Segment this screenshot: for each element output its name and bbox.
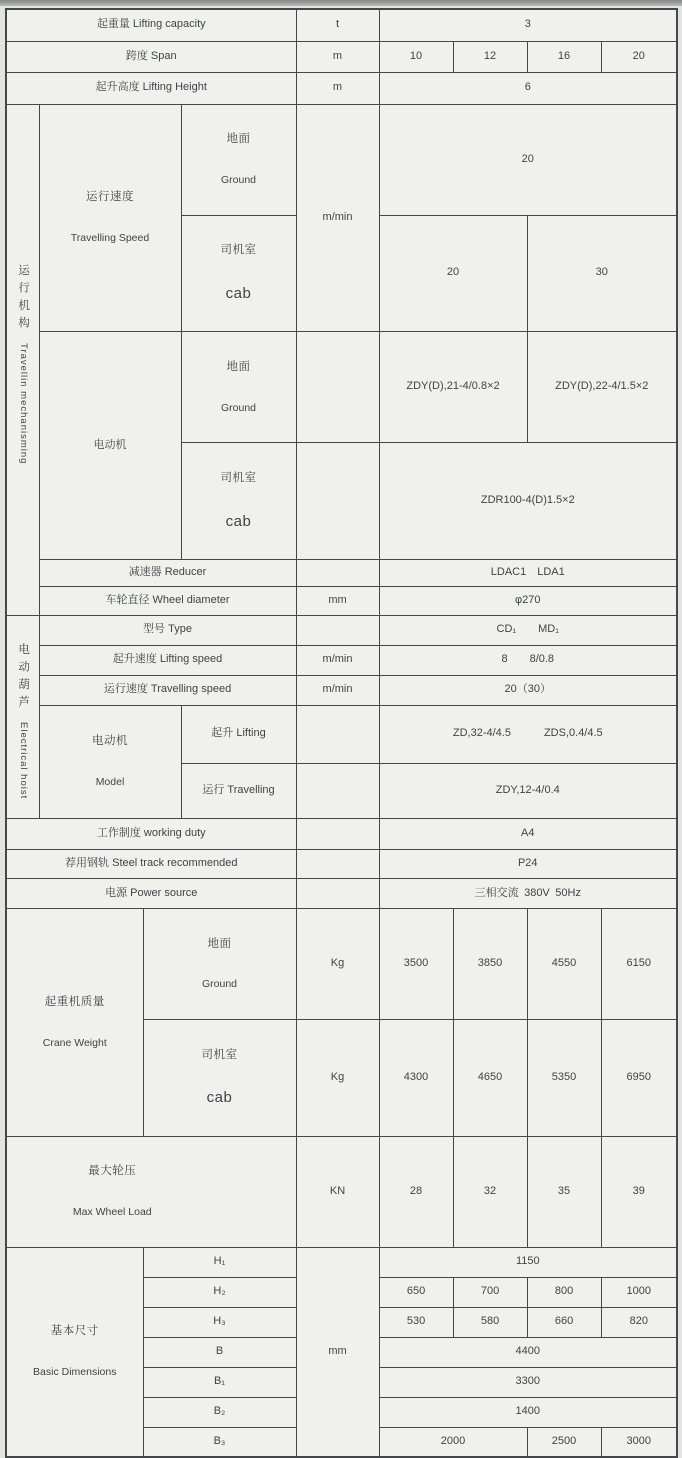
ground-zh: 地面	[226, 360, 251, 373]
section-hoist-en: Electrical hoist	[18, 722, 30, 800]
section-travelling-mechanism-text	[15, 264, 30, 464]
wheel-diameter-value: φ270	[379, 586, 677, 615]
reducer-unit	[296, 559, 379, 586]
dim-h2-v2: 700	[453, 1277, 527, 1307]
hoist-lifting-speed-unit: m/min	[296, 645, 379, 675]
crane-weight-label	[6, 909, 143, 1137]
mech-motor-cab-value: ZDR100-4(D)1.5×2	[379, 443, 677, 560]
travelling-speed-ground-sublabel	[181, 104, 296, 215]
dim-h2-v1: 650	[379, 1277, 453, 1307]
dim-b2-name: B₂	[143, 1397, 296, 1427]
crane-weight-ground-v4: 6150	[601, 909, 677, 1020]
hoist-motor-label	[39, 705, 181, 818]
wheel-diameter-label: 车轮直径 Wheel diameter	[39, 586, 296, 615]
span-v4: 20	[601, 41, 677, 72]
row-hoist-lifting-speed	[6, 645, 677, 675]
hoist-lifting-speed-label: 起升速度 Lifting speed	[39, 645, 296, 675]
travelling-speed-label	[39, 104, 181, 332]
dim-b1-value: 3300	[379, 1367, 677, 1397]
dim-b3-v4: 3000	[601, 1427, 677, 1457]
section-travelling-mechanism	[6, 104, 39, 615]
dim-b-value: 4400	[379, 1337, 677, 1367]
crane-weight-cab-v2: 4650	[453, 1020, 527, 1137]
cab-zh: 司机室	[220, 244, 257, 256]
basic-dimensions-label	[6, 1247, 143, 1457]
crane-weight-cab-v3: 5350	[527, 1020, 601, 1137]
hoist-motor-travelling-sublabel: 运行 Travelling	[181, 763, 296, 819]
dim-h3-v2: 580	[453, 1307, 527, 1337]
dim-b3-name: B₃	[143, 1427, 296, 1457]
row-reducer	[6, 559, 677, 586]
hoist-motor-label-en: Model	[95, 776, 125, 789]
max-wheel-load-label-en: Max Wheel Load	[72, 1206, 152, 1218]
row-working-duty	[6, 819, 677, 850]
row-lifting-capacity	[6, 9, 677, 41]
cab-zh: 司机室	[220, 471, 257, 484]
row-wheel-diameter	[6, 586, 677, 615]
mech-motor-ground-v12: ZDY(D),21-4/0.8×2	[379, 332, 527, 443]
ground-zh: 地面	[207, 937, 232, 950]
mech-motor-ground-unit	[296, 332, 379, 443]
basic-dimensions-label-en: Basic Dimensions	[33, 1366, 117, 1379]
dim-b2-value: 1400	[379, 1397, 677, 1427]
travelling-speed-cab-v34: 30	[527, 215, 677, 332]
max-wheel-load-v4: 39	[601, 1136, 677, 1247]
steel-track-unit	[296, 850, 379, 879]
steel-track-label: 荐用钢轨 Steel track recommended	[6, 850, 296, 879]
section-electrical-hoist	[6, 615, 39, 818]
hoist-travelling-speed-label: 运行速度 Travelling speed	[39, 675, 296, 705]
reducer-label: 减速器 Reducer	[39, 559, 296, 586]
lifting-capacity-label: 起重量 Lifting capacity	[6, 9, 296, 41]
wheel-diameter-unit: mm	[296, 586, 379, 615]
row-hoist-travelling-speed	[6, 675, 677, 705]
dim-h2-v3: 800	[527, 1277, 601, 1307]
working-duty-value: A4	[379, 819, 677, 850]
lifting-capacity-value: 3	[379, 9, 677, 41]
crane-weight-label-zh: 起重机质量	[44, 995, 105, 1008]
crane-weight-ground-v2: 3850	[453, 909, 527, 1020]
span-label: 跨度 Span	[6, 41, 296, 72]
section-electrical-hoist-text	[15, 643, 30, 799]
crane-weight-label-en: Crane Weight	[42, 1036, 107, 1049]
mech-motor-label: 电动机	[39, 332, 181, 560]
max-wheel-load-v3: 35	[527, 1136, 601, 1247]
row-hoist-type	[6, 615, 677, 645]
working-duty-unit	[296, 819, 379, 850]
cab-en: cab	[225, 512, 252, 530]
row-power-source	[6, 879, 677, 909]
span-unit: m	[296, 41, 379, 72]
reducer-value: LDAC1 LDA1	[379, 559, 677, 586]
power-source-label: 电源 Power source	[6, 879, 296, 909]
span-v1: 10	[379, 41, 453, 72]
travelling-speed-label-en: Travelling Speed	[70, 232, 150, 245]
dim-b3-v12: 2000	[379, 1427, 527, 1457]
travelling-speed-unit: m/min	[296, 104, 379, 332]
ground-en: Ground	[220, 173, 257, 186]
max-wheel-load-v2: 32	[453, 1136, 527, 1247]
max-wheel-load-v1: 28	[379, 1136, 453, 1247]
row-crane-weight-ground	[6, 909, 677, 1020]
travelling-speed-label-zh: 运行速度	[86, 191, 134, 204]
max-wheel-load-label-zh: 最大轮压	[88, 1165, 137, 1178]
basic-dimensions-unit: mm	[296, 1247, 379, 1457]
mech-motor-ground-sublabel	[181, 332, 296, 443]
cab-en: cab	[206, 1089, 233, 1107]
row-dim-h1	[6, 1247, 677, 1277]
hoist-motor-lifting-unit	[296, 705, 379, 763]
dim-h3-v3: 660	[527, 1307, 601, 1337]
crane-weight-ground-v1: 3500	[379, 909, 453, 1020]
crane-weight-cab-sublabel	[143, 1020, 296, 1137]
ground-en: Ground	[201, 978, 238, 991]
travelling-speed-cab-sublabel	[181, 215, 296, 332]
row-lifting-height	[6, 72, 677, 104]
lifting-height-label: 起升高度 Lifting Height	[6, 72, 296, 104]
crane-weight-ground-unit: Kg	[296, 909, 379, 1020]
row-max-wheel-load	[6, 1136, 677, 1247]
row-mech-motor-ground	[6, 332, 677, 443]
mech-motor-cab-unit	[296, 443, 379, 560]
row-travelling-speed-ground	[6, 104, 677, 215]
dim-b-name: B	[143, 1337, 296, 1367]
cab-en: cab	[225, 284, 252, 302]
power-source-value: 三相交流 380V 50Hz	[379, 879, 677, 909]
dim-h3-v1: 530	[379, 1307, 453, 1337]
scan-edge-strip	[0, 0, 682, 6]
lifting-capacity-unit: t	[296, 9, 379, 41]
power-source-unit	[296, 879, 379, 909]
mech-motor-cab-sublabel	[181, 443, 296, 560]
hoist-motor-label-zh: 电动机	[92, 735, 128, 748]
hoist-lifting-speed-value: 8 8/0.8	[379, 645, 677, 675]
row-hoist-motor-lifting	[6, 705, 677, 763]
row-span	[6, 41, 677, 72]
dim-h1-name: H₁	[143, 1247, 296, 1277]
dim-b1-name: B₁	[143, 1367, 296, 1397]
mech-motor-ground-v34: ZDY(D),22-4/1.5×2	[527, 332, 677, 443]
hoist-motor-lifting-sublabel: 起升 Lifting	[181, 705, 296, 763]
hoist-motor-travelling-unit	[296, 763, 379, 819]
span-v3: 16	[527, 41, 601, 72]
section-hoist-zh: 电动葫芦	[17, 643, 30, 714]
basic-dimensions-label-zh: 基本尺寸	[50, 1325, 99, 1338]
travelling-speed-ground-value: 20	[379, 104, 677, 215]
hoist-motor-lifting-value: ZD,32-4/4.5 ZDS,0.4/4.5	[379, 705, 677, 763]
hoist-type-label: 型号 Type	[39, 615, 296, 645]
crane-weight-cab-v1: 4300	[379, 1020, 453, 1137]
row-steel-track	[6, 850, 677, 879]
cab-zh: 司机室	[201, 1048, 238, 1061]
working-duty-label: 工作制度 working duty	[6, 819, 296, 850]
hoist-motor-travelling-value: ZDY,12-4/0.4	[379, 763, 677, 819]
hoist-travelling-speed-unit: m/min	[296, 675, 379, 705]
dim-h2-name: H₂	[143, 1277, 296, 1307]
hoist-type-value: CD₁ MD₁	[379, 615, 677, 645]
hoist-travelling-speed-value: 20（30）	[379, 675, 677, 705]
dim-h3-v4: 820	[601, 1307, 677, 1337]
lifting-height-unit: m	[296, 72, 379, 104]
dim-h2-v4: 1000	[601, 1277, 677, 1307]
crane-spec-table	[5, 8, 678, 1458]
crane-weight-ground-sublabel	[143, 909, 296, 1020]
hoist-type-unit	[296, 615, 379, 645]
max-wheel-load-unit: KN	[296, 1136, 379, 1247]
travelling-speed-cab-v12: 20	[379, 215, 527, 332]
max-wheel-load-label	[6, 1136, 296, 1247]
span-v2: 12	[453, 41, 527, 72]
dim-h3-name: H₃	[143, 1307, 296, 1337]
dim-b3-v3: 2500	[527, 1427, 601, 1457]
section-mech-en: Travellin mechanisming	[18, 342, 30, 465]
section-mech-zh: 运行机构	[17, 263, 30, 334]
crane-weight-cab-unit: Kg	[296, 1020, 379, 1137]
crane-weight-ground-v3: 4550	[527, 909, 601, 1020]
steel-track-value: P24	[379, 850, 677, 879]
ground-zh: 地面	[226, 133, 251, 145]
ground-en: Ground	[220, 401, 257, 414]
crane-weight-cab-v4: 6950	[601, 1020, 677, 1137]
lifting-height-value: 6	[379, 72, 677, 104]
dim-h1-value: 1150	[379, 1247, 677, 1277]
